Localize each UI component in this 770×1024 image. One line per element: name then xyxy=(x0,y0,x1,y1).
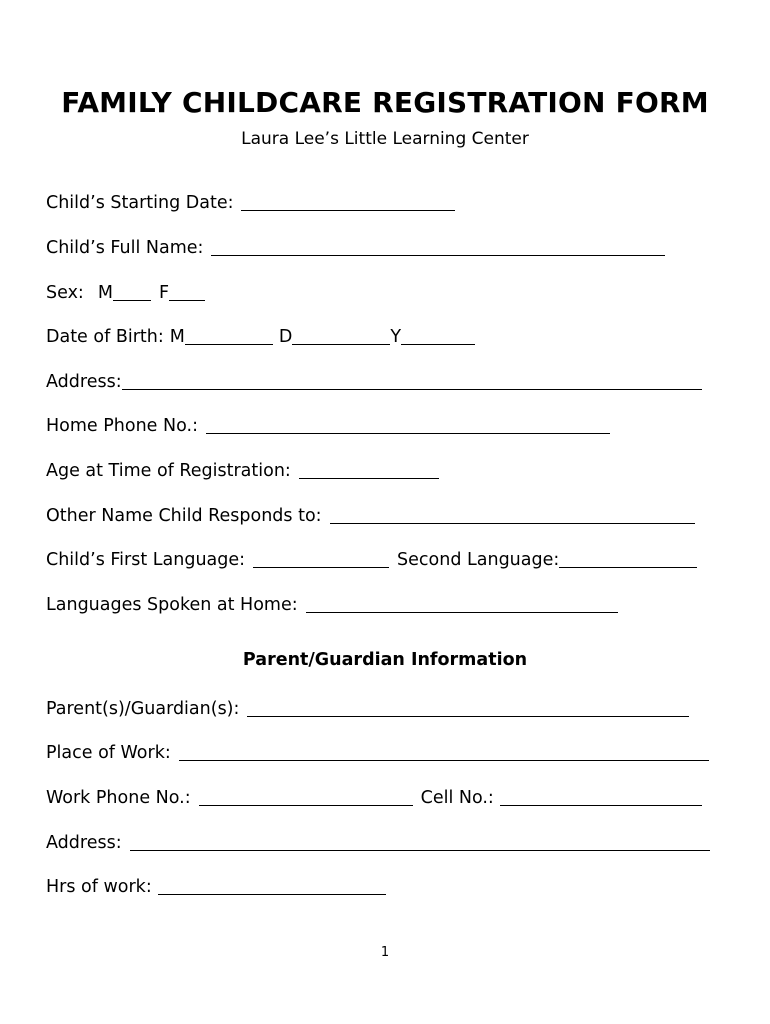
parent-section-heading: Parent/Guardian Information xyxy=(242,650,528,670)
place-of-work-field[interactable] xyxy=(179,742,709,761)
form-subtitle: Laura Lee’s Little Learning Center xyxy=(241,129,529,149)
guardians-field[interactable] xyxy=(247,698,689,717)
languages-row xyxy=(46,545,697,571)
other-name-row xyxy=(46,501,695,527)
home-phone-row xyxy=(46,411,610,437)
work-phone-label: Work Phone No.: xyxy=(46,788,191,808)
full-name-row xyxy=(46,233,665,259)
sex-f-field[interactable] xyxy=(169,282,205,301)
dob-month-field[interactable] xyxy=(185,326,273,345)
starting-date-field[interactable] xyxy=(241,192,455,211)
sex-row xyxy=(46,278,205,304)
child-address-label: Address: xyxy=(46,372,122,392)
languages-home-field[interactable] xyxy=(306,594,618,613)
dob-row xyxy=(46,322,475,348)
dob-d-label: D xyxy=(278,327,293,347)
dob-m-label: M xyxy=(169,327,185,347)
sex-m-label: M xyxy=(97,283,113,303)
parent-address-label: Address: xyxy=(46,833,122,853)
full-name-field[interactable] xyxy=(211,237,665,256)
age-field[interactable] xyxy=(299,460,439,479)
form-title: FAMILY CHILDCARE REGISTRATION FORM xyxy=(61,86,709,119)
dob-y-label: Y xyxy=(390,327,402,347)
parent-address-row xyxy=(46,828,710,854)
child-address-field[interactable] xyxy=(122,371,702,390)
sex-label: Sex: xyxy=(46,283,84,303)
languages-home-label: Languages Spoken at Home: xyxy=(46,595,298,615)
sex-f-label: F xyxy=(158,283,170,303)
page-number: 1 xyxy=(380,945,390,960)
hrs-of-work-field[interactable] xyxy=(158,876,386,895)
hrs-of-work-row xyxy=(46,872,386,898)
dob-label: Date of Birth: xyxy=(46,327,164,347)
place-of-work-row xyxy=(46,738,709,764)
languages-home-row xyxy=(46,590,618,616)
dob-day-field[interactable] xyxy=(292,326,390,345)
guardians-row xyxy=(46,694,689,720)
age-label: Age at Time of Registration: xyxy=(46,461,291,481)
parent-address-field[interactable] xyxy=(130,832,710,851)
home-phone-label: Home Phone No.: xyxy=(46,416,198,436)
first-language-field[interactable] xyxy=(253,549,389,568)
second-language-label: Second Language: xyxy=(397,550,560,570)
starting-date-row xyxy=(46,188,455,214)
second-language-field[interactable] xyxy=(559,549,697,568)
work-phone-row xyxy=(46,783,702,809)
child-address-row xyxy=(46,367,702,393)
other-name-field[interactable] xyxy=(330,505,695,524)
starting-date-label: Child’s Starting Date: xyxy=(46,193,234,213)
cell-field[interactable] xyxy=(500,787,702,806)
age-row xyxy=(46,456,439,482)
home-phone-field[interactable] xyxy=(206,415,610,434)
place-of-work-label: Place of Work: xyxy=(46,743,171,763)
full-name-label: Child’s Full Name: xyxy=(46,238,204,258)
dob-year-field[interactable] xyxy=(401,326,475,345)
other-name-label: Other Name Child Responds to: xyxy=(46,506,322,526)
guardians-label: Parent(s)/Guardian(s): xyxy=(46,699,240,719)
first-language-label: Child’s First Language: xyxy=(46,550,246,570)
sex-m-field[interactable] xyxy=(113,282,151,301)
hrs-of-work-label: Hrs of work: xyxy=(46,877,152,897)
work-phone-field[interactable] xyxy=(199,787,413,806)
cell-label: Cell No.: xyxy=(420,788,494,808)
